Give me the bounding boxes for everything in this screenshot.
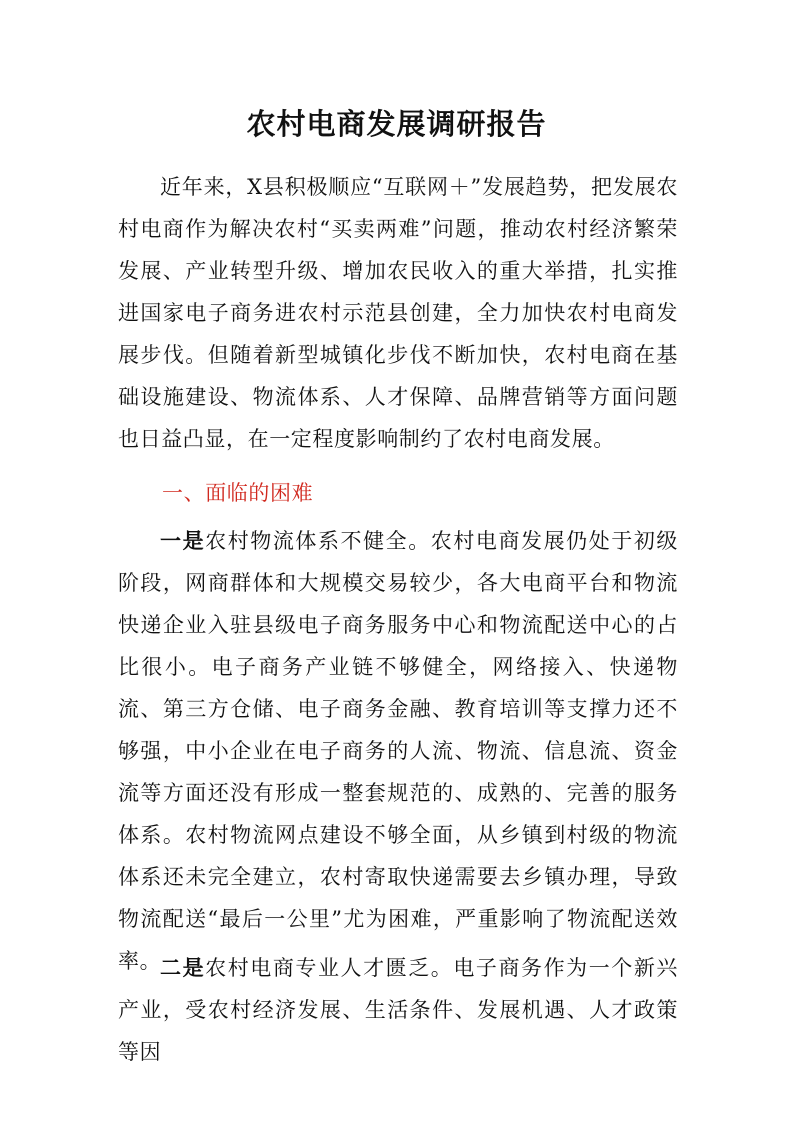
section-heading: 一、面临的困难 (162, 481, 314, 505)
point-2-paragraph (118, 947, 678, 1073)
intro-paragraph: 近年来，X县积极顺应“互联网＋”发展趋势，把发展农村电商作为解决农村“买卖两难”问题，推动农村经济繁荣发展、产业转型升级、增加农民收入的重大举措，扎实推进国家电子商务进农村示范县创建，全力加快农村电商发展步伐。但随着新型城镇化步伐不断加快，农村电商在基础设施建设、物流体系、人才保障、品牌营销等方面问题也日益凸显，在一定程度影响制约了农村电商发展。 (118, 175, 678, 451)
point-2-text: 农村电商专业人才匮乏。电子商务作为一个新兴产业，受农村经济发展、生活条件、发展机遇、人才政策等因 (118, 956, 678, 1064)
point-1-lead: 一是 (160, 528, 206, 553)
point-1-paragraph (118, 520, 678, 982)
point-2-lead: 二是 (160, 955, 206, 980)
point-1-text: 农村物流体系不健全。农村电商发展仍处于初级阶段，网商群体和大规模交易较少，各大电商平台和物流快递企业入驻县级电子商务服务中心和物流配送中心的占比很小。电子商务产业链不够健全，网络接入、快递物流、第三方仓储、电子商务金融、教育培训等支撑力还不够强，中小企业在电子商务的人流、物流、信息流、资金流等方面还没有形成一整套规范的、成熟的、完善的服务体系。农村物流网点建设不够全面，从乡镇到村级的物流体系还未完全建立，农村寄取快递需要去乡镇办理，导致物流配送“最后一公里”尤为困难，严重影响了物流配送效率。 (118, 529, 678, 973)
document-title: 农村电商发展调研报告 (246, 107, 547, 141)
